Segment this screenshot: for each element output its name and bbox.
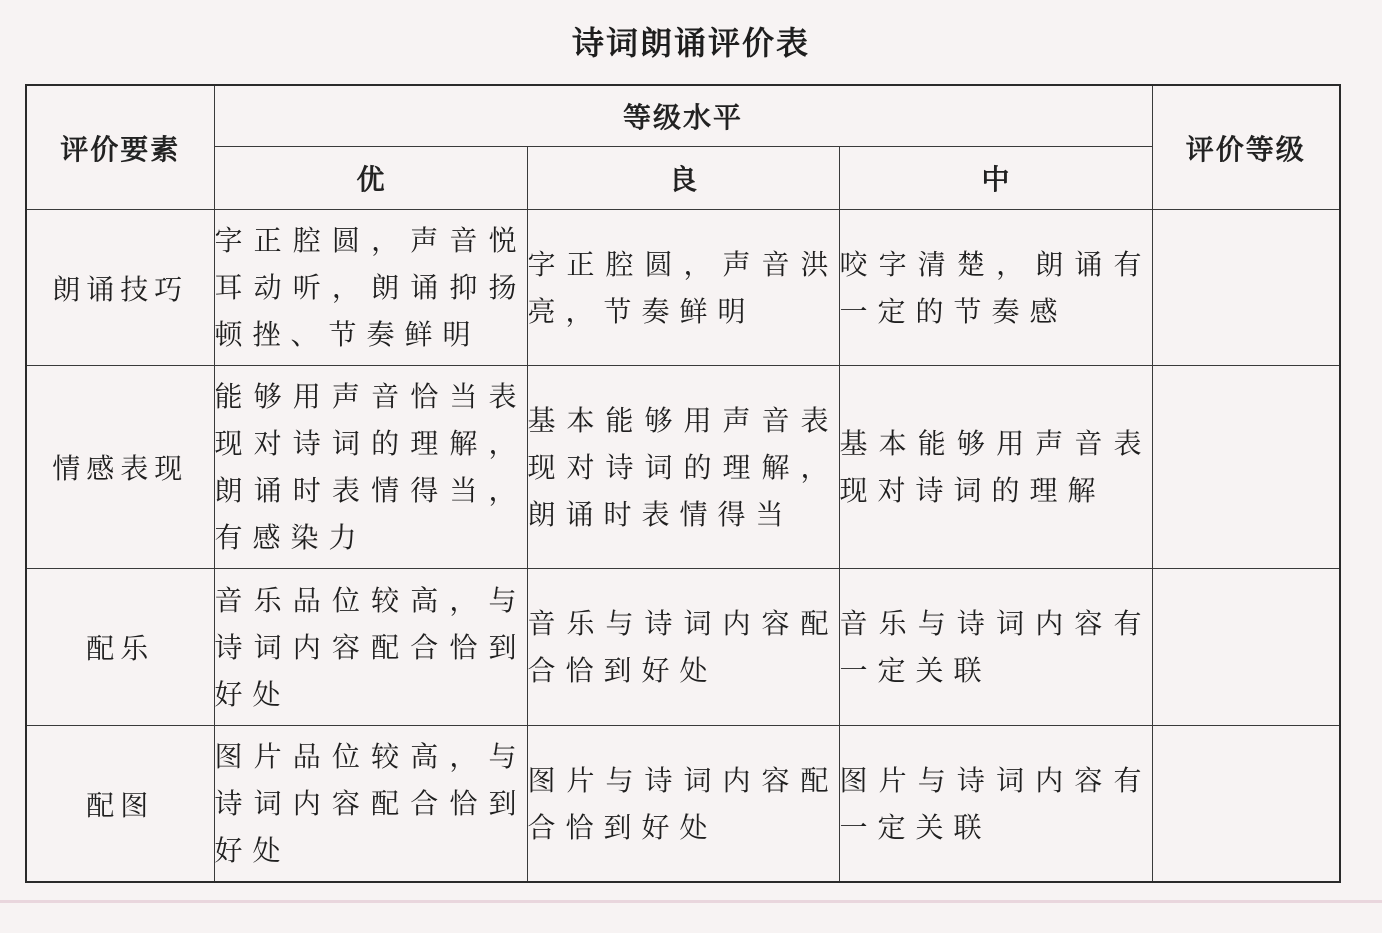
fair-cell: 图片与诗词内容有一定关联 [839,726,1152,883]
excellent-cell: 音乐品位较高，与诗词内容配合恰到好处 [214,569,527,726]
excellent-cell: 能够用声音恰当表现对诗词的理解，朗诵时表情得当，有感染力 [214,366,527,569]
table-title: 诗词朗诵评价表 [571,24,810,62]
header-level-fair: 中 [839,147,1152,210]
table-row [26,726,1340,883]
good-cell: 字正腔圆，声音洪亮，节奏鲜明 [527,210,839,366]
grade-cell [1152,569,1340,726]
grade-cell [1152,366,1340,569]
page-bottom-divider [0,900,1382,903]
good-cell: 图片与诗词内容配合恰到好处 [527,726,839,883]
grade-cell [1152,726,1340,883]
header-row-group [26,85,1340,147]
table-row [26,366,1340,569]
factor-cell: 情感表现 [26,366,214,569]
header-factor: 评价要素 [26,85,214,210]
excellent-cell: 图片品位较高，与诗词内容配合恰到好处 [214,726,527,883]
grade-cell [1152,210,1340,366]
header-level-excellent: 优 [214,147,527,210]
fair-cell: 音乐与诗词内容有一定关联 [839,569,1152,726]
factor-cell: 配图 [26,726,214,883]
evaluation-table [25,84,1341,883]
table-row [26,569,1340,726]
header-level-group: 等级水平 [214,85,1152,147]
header-row-levels [26,147,1340,210]
good-cell: 音乐与诗词内容配合恰到好处 [527,569,839,726]
factor-cell: 配乐 [26,569,214,726]
table-row [26,210,1340,366]
excellent-cell: 字正腔圆，声音悦耳动听，朗诵抑扬顿挫、节奏鲜明 [214,210,527,366]
fair-cell: 咬字清楚，朗诵有一定的节奏感 [839,210,1152,366]
good-cell: 基本能够用声音表现对诗词的理解，朗诵时表情得当 [527,366,839,569]
fair-cell: 基本能够用声音表现对诗词的理解 [839,366,1152,569]
factor-cell: 朗诵技巧 [26,210,214,366]
header-grade: 评价等级 [1152,85,1340,210]
header-level-good: 良 [527,147,839,210]
